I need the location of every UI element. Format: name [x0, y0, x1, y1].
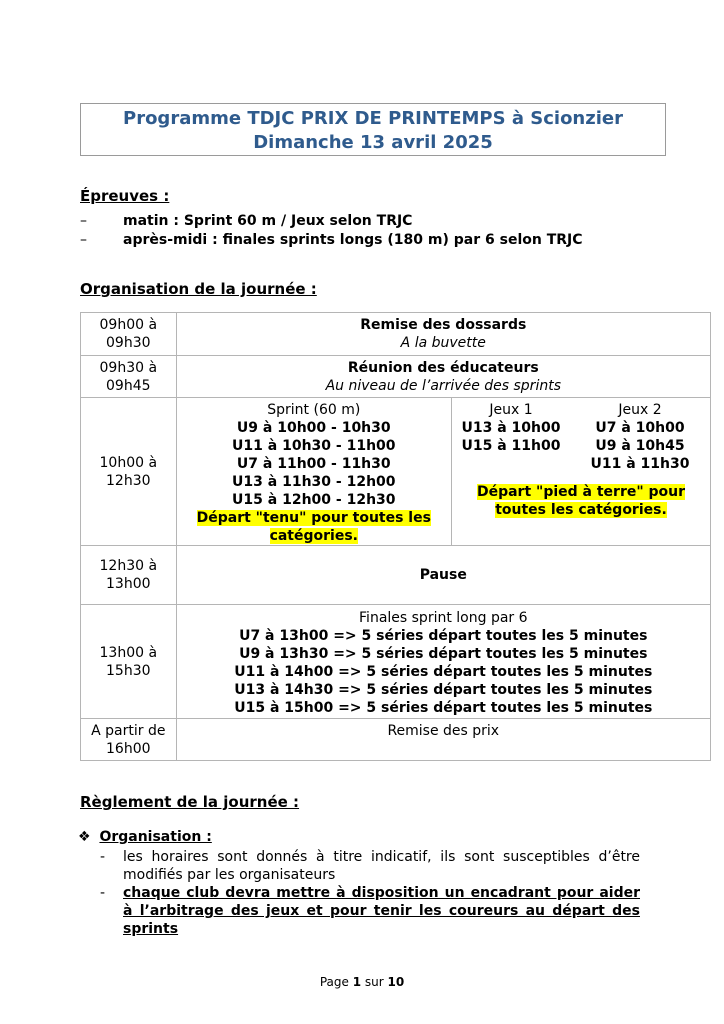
reglement-item: - les horaires sont donnés à titre indicatif, ils sont susceptibles d’être modifiés par les organisateurs — [100, 849, 640, 883]
dash-bullet: - — [100, 885, 106, 901]
time-cell: 09h00 à 09h30 — [81, 313, 177, 356]
reglement-heading: Règlement de la journée : — [80, 793, 300, 811]
page-number: 1 — [352, 975, 362, 989]
organisation-heading: Organisation de la journée : — [80, 280, 317, 298]
activity-cell: Remise des dossards A la buvette — [176, 313, 710, 356]
jeux-start-note: Départ "pied à terre" pour toutes les catégories. — [476, 484, 686, 518]
table-row — [81, 398, 711, 546]
reglement-item: - chaque club devra mettre à disposition un encadrant pour aider à l’arbitrage des jeux et pour tenir les coureurs au départ des sprints — [100, 885, 640, 937]
time-cell: A partir de 16h00 — [81, 719, 177, 761]
title-line-2: Dimanche 13 avril 2025 — [253, 132, 493, 153]
time-cell: 09h30 à 09h45 — [81, 356, 177, 398]
time-cell: 13h00 à 15h30 — [81, 605, 177, 719]
activity-cell: Réunion des éducateurs Au niveau de l’arrivée des sprints — [176, 356, 710, 398]
activity-cell: Pause — [176, 546, 710, 605]
time-cell: 12h30 à 13h00 — [81, 546, 177, 605]
schedule-table — [80, 312, 711, 761]
dash-bullet: – — [80, 213, 87, 229]
jeux-cell — [452, 398, 711, 546]
table-row — [81, 356, 711, 398]
table-row — [81, 313, 711, 356]
page-total: 10 — [387, 975, 405, 989]
jeux-2-column: Jeux 2 U7 à 10h00 U9 à 10h45 U11 à 11h30 — [590, 402, 690, 472]
table-row — [81, 546, 711, 605]
activity-cell: Remise des prix — [176, 719, 710, 761]
page-footer: Page 1 sur 10 — [319, 975, 405, 989]
dash-bullet: - — [100, 849, 106, 865]
table-row — [81, 605, 711, 719]
table-row — [81, 719, 711, 761]
diamond-bullet-icon: ❖ — [78, 829, 91, 845]
epreuves-heading: Épreuves : — [80, 187, 170, 205]
organisation-sub-section: ❖ Organisation : — [78, 829, 212, 845]
jeux-1-column: Jeux 1 U13 à 10h00 U15 à 11h00 — [461, 402, 561, 454]
sprint-cell: Sprint (60 m) U9 à 10h00 - 10h30 U11 à 10h30 - 11h00 U7 à 11h00 - 11h30 U13 à 11h30 - 12h00 U15 à 12h00 - 12h30 Départ "tenu" pour toutes les catégories. — [176, 398, 451, 546]
document-title — [80, 103, 666, 156]
activity-cell: Finales sprint long par 6 U7 à 13h00 => 5 séries départ toutes les 5 minutes U9 à 13h30 => 5 séries départ toutes les 5 minutes U11 à 14h00 => 5 séries départ toutes les 5 minutes U13 à 14h30 => 5 séries départ toutes les 5 minutes U15 à 15h00 => 5 séries départ toutes les 5 minutes — [176, 605, 710, 719]
dash-bullet: – — [80, 232, 87, 248]
time-cell: 10h00 à 12h30 — [81, 398, 177, 546]
sprint-start-note: Départ "tenu" pour toutes les catégories. — [196, 510, 431, 544]
title-line-1: Programme TDJC PRIX DE PRINTEMPS à Scionzier — [123, 108, 623, 129]
